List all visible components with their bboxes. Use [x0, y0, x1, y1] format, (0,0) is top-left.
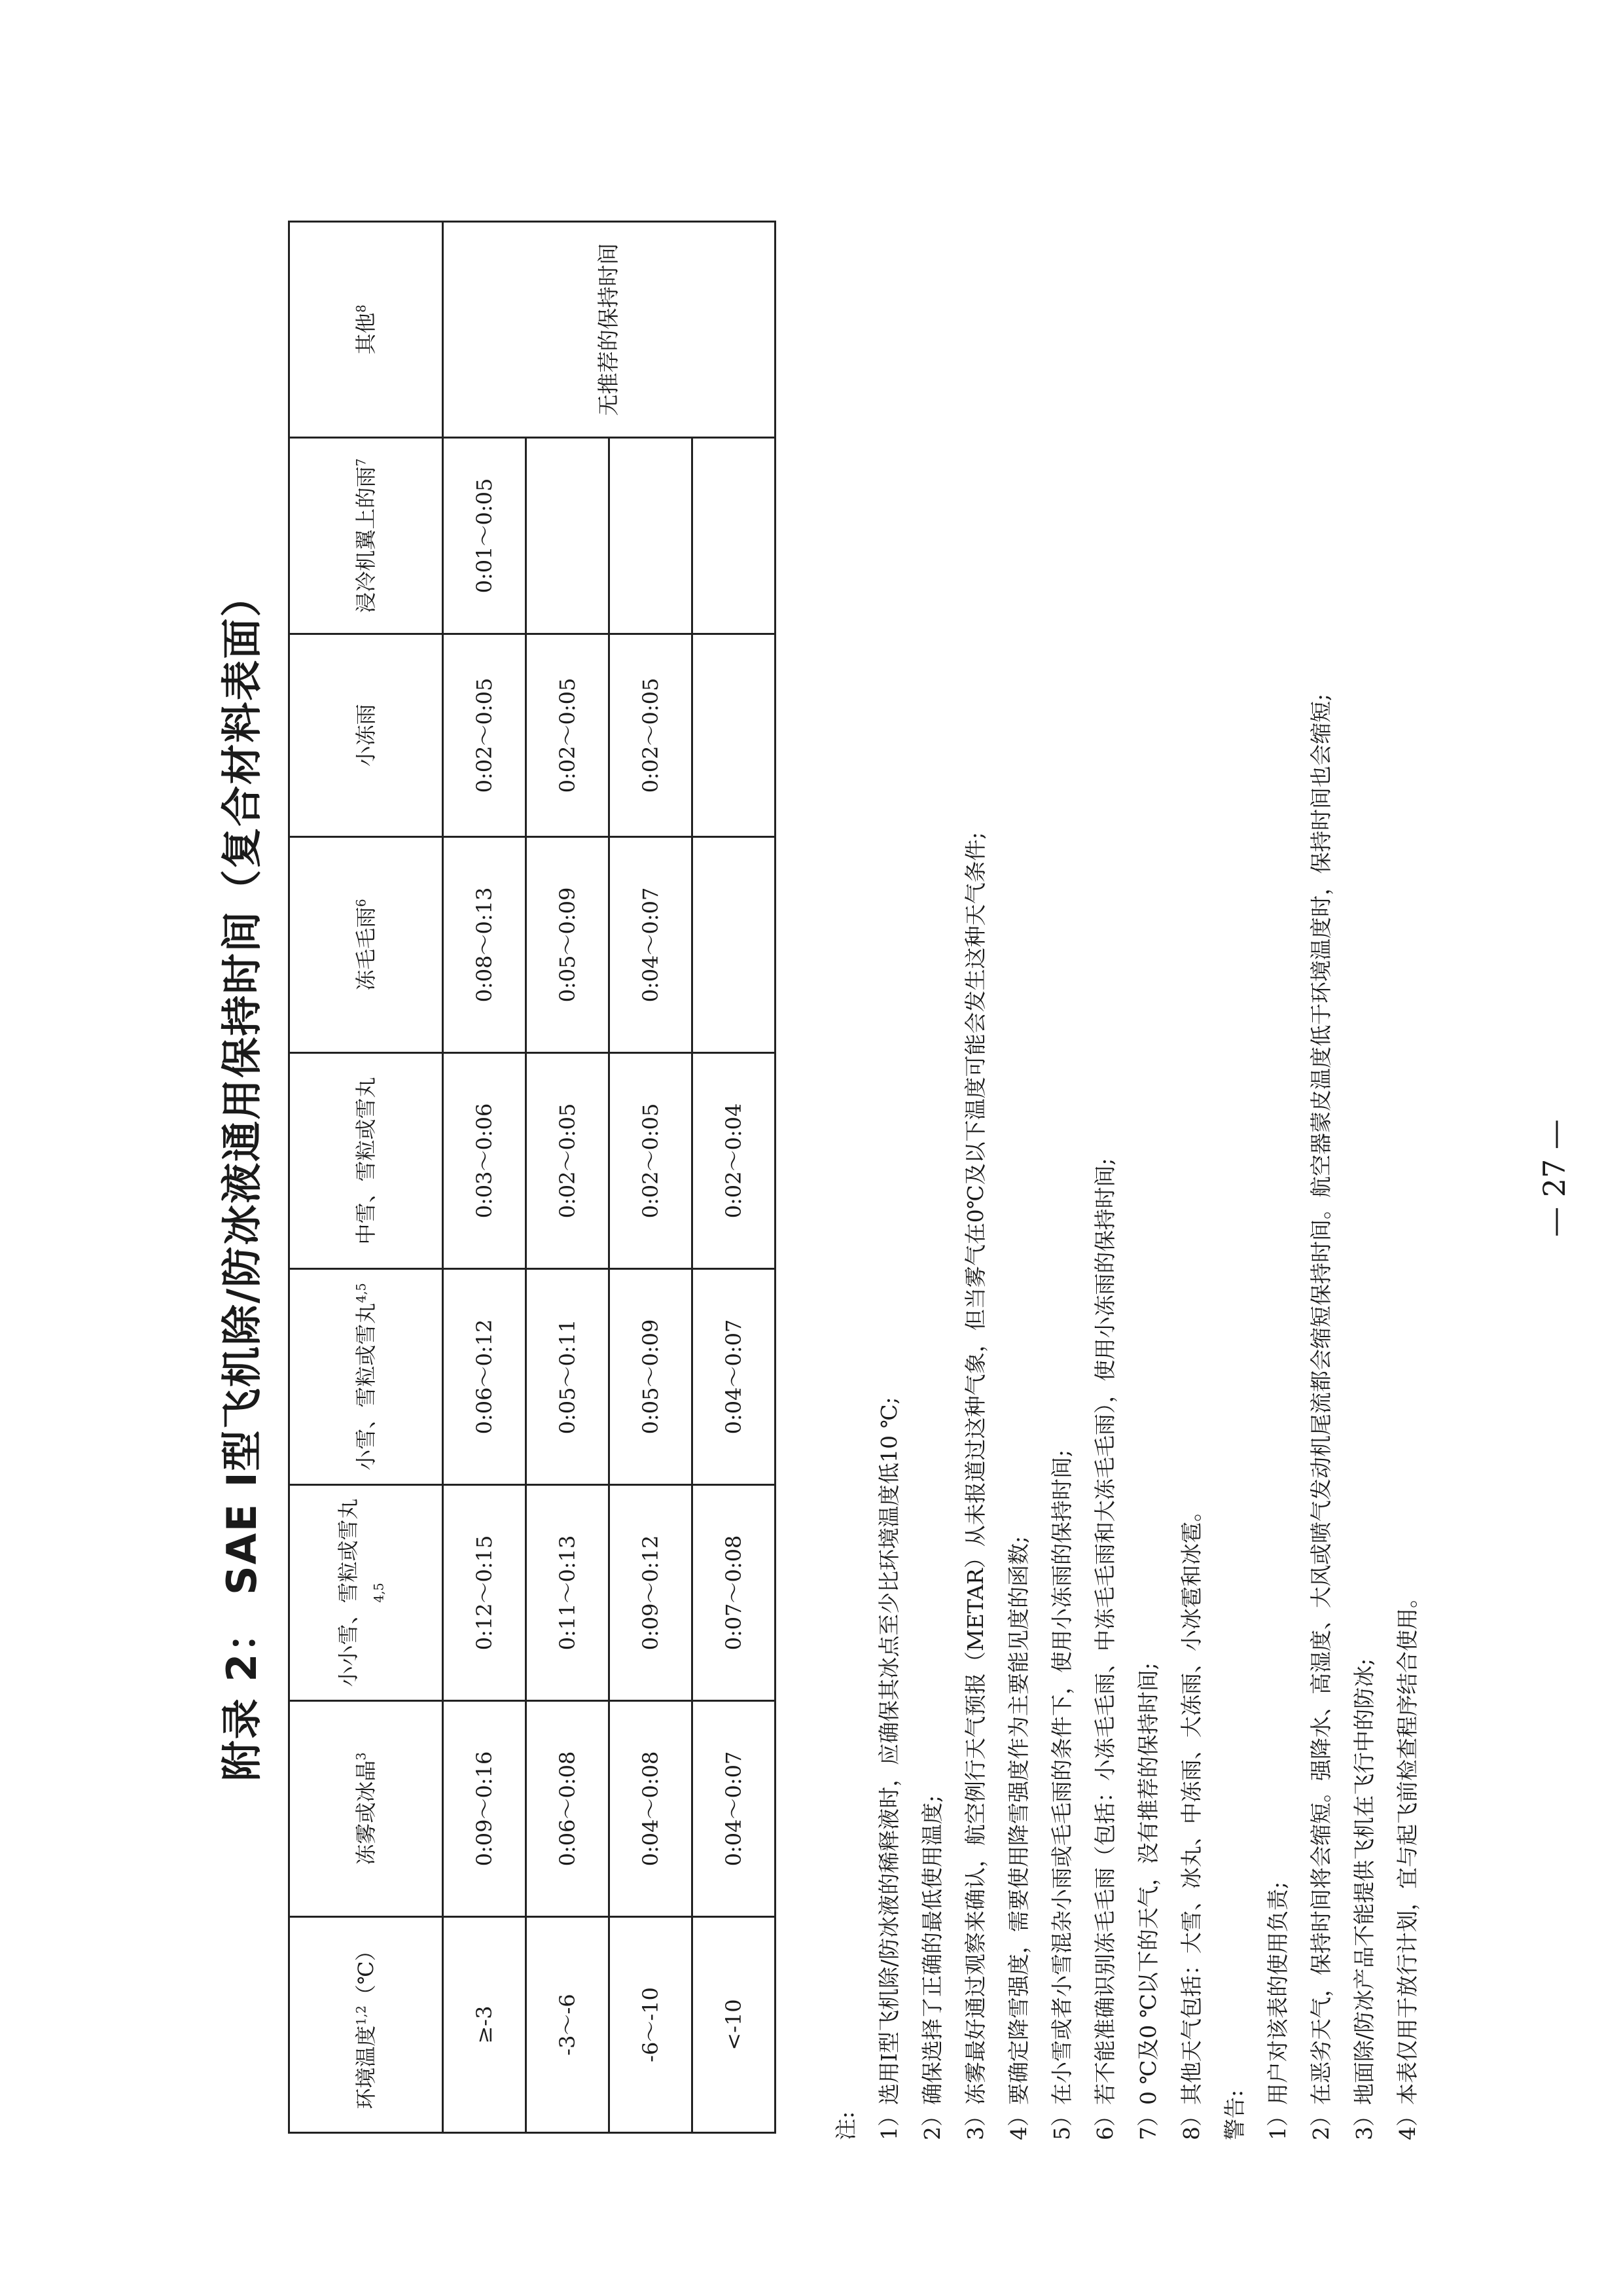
- notes-heading: 注:: [833, 2111, 859, 2140]
- header-label: 环境温度: [353, 2025, 378, 2109]
- cell-light-snow: 0:06～0:12: [443, 1269, 526, 1485]
- cell-temperature: -3～-6: [526, 1917, 609, 2133]
- cell-freezing-fog: 0:04～0:08: [609, 1701, 692, 1917]
- col-header-moderate-snow: [289, 1053, 443, 1269]
- cell-temperature: -6～-10: [609, 1917, 692, 2133]
- col-header-very-light-snow: [289, 1485, 443, 1701]
- warnings-list: [1257, 190, 1429, 2140]
- cell-very-light-snow: 0:09～0:12: [609, 1485, 692, 1701]
- cell-light-snow: 0:04～0:07: [692, 1269, 776, 1485]
- cell-light-snow: 0:05～0:11: [526, 1269, 609, 1485]
- cell-moderate-snow: 0:02～0:04: [692, 1053, 776, 1269]
- table-row: [526, 222, 609, 2133]
- page-title: 附录 2： SAE Ⅰ型飞机除/防冰液通用保持时间（复合材料表面）: [218, 575, 266, 1782]
- cell-light-snow: 0:05～0:09: [609, 1269, 692, 1485]
- no-recommended-holdover-cell: 无推荐的保持时间: [443, 222, 776, 438]
- note-item: 2）确保选择了正确的最低使用温度;: [919, 1795, 945, 2140]
- cell-light-freezing-rain-empty: [692, 634, 776, 837]
- cell-moderate-snow: 0:02～0:05: [609, 1053, 692, 1269]
- note-item: 7）0 ℃及0 ℃以下的天气，没有推荐的保持时间;: [1135, 1662, 1161, 2140]
- note-item: 3）冻雾最好通过观察来确认，航空例行天气预报（METAR）从未报道过这种气象，但当雾气在0℃及以下温度可能会发生这种天气条件;: [963, 832, 988, 2140]
- note-item: 4）要确定降雪强度，需要使用降雪强度作为主要能见度的函数;: [1006, 1535, 1031, 2140]
- page-number: — 27 —: [1537, 1119, 1572, 1237]
- header-footnote: 8: [353, 304, 369, 313]
- header-label: 冻毛毛雨: [353, 906, 378, 991]
- table-row: [609, 222, 692, 2133]
- cell-very-light-snow: 0:11～0:13: [526, 1485, 609, 1701]
- cell-freezing-drizzle: 0:04～0:07: [609, 837, 692, 1053]
- header-row: [289, 222, 443, 2133]
- cell-cold-soaked-rain-empty: [609, 438, 692, 634]
- header-label: 中雪、雪粒或雪丸: [353, 1077, 378, 1245]
- col-header-light-freezing-rain: [289, 634, 443, 837]
- cell-light-freezing-rain: 0:02～0:05: [526, 634, 609, 837]
- note-item: 6）若不能准确识别冻毛毛雨（包括：小冻毛毛雨、中冻毛毛雨和大冻毛毛雨），使用小冻雨的保持时间;: [1092, 1158, 1118, 2140]
- cell-freezing-drizzle: 0:08～0:13: [443, 837, 526, 1053]
- header-footnote: 6: [353, 899, 369, 907]
- header-label: 浸冷机翼上的雨: [353, 466, 378, 613]
- warnings-heading: 警告:: [1222, 2089, 1247, 2140]
- cell-very-light-snow: 0:12～0:15: [443, 1485, 526, 1701]
- header-footnote: 4,5: [353, 1283, 369, 1303]
- note-item: 1）选用I型飞机除/防冰液的稀释液时，应确保其冰点至少比环境温度低10 ℃;: [876, 1397, 902, 2140]
- col-header-temperature: [289, 1917, 443, 2133]
- col-header-freezing-drizzle: [289, 837, 443, 1053]
- header-footnote: 7: [353, 458, 369, 467]
- cell-cold-soaked-rain-empty: [526, 438, 609, 634]
- header-label: 其他: [353, 312, 378, 355]
- notes-section: [825, 190, 1429, 2140]
- cell-freezing-fog: 0:04～0:07: [692, 1701, 776, 1917]
- header-footnote: 1,2: [353, 2005, 369, 2026]
- header-unit: （℃）: [353, 1940, 378, 2006]
- header-label: 冻雾或冰晶: [353, 1760, 378, 1865]
- table-row: [692, 222, 776, 2133]
- header-footnote: 3: [353, 1752, 369, 1761]
- cell-cold-soaked-rain: 0:01～0:05: [443, 438, 526, 634]
- col-header-cold-soaked-rain: [289, 438, 443, 634]
- cell-light-freezing-rain: 0:02～0:05: [443, 634, 526, 837]
- cell-light-freezing-rain: 0:02～0:05: [609, 634, 692, 837]
- cell-freezing-drizzle-empty: [692, 837, 776, 1053]
- cell-freezing-drizzle: 0:05～0:09: [526, 837, 609, 1053]
- cell-temperature: ≥-3: [443, 1917, 526, 2133]
- header-footnote: 4,5: [371, 1583, 387, 1603]
- cell-temperature: <-10: [692, 1917, 776, 2133]
- header-label: 小冻雨: [353, 704, 378, 767]
- warning-item: 4）本表仅用于放行计划，宜与起飞前检查程序结合使用。: [1395, 1587, 1420, 2140]
- col-header-other: [289, 222, 443, 438]
- rotated-page: [170, 118, 1597, 2238]
- notes-list: [868, 190, 1213, 2140]
- warning-item: 2）在恶劣天气，保持时间将会缩短。强降水、高湿度、大风或喷气发动机尾流都会缩短保持时间。航空器蒙皮温度低于环境温度时，保持时间也会缩短;: [1308, 693, 1334, 2140]
- holdover-table-container: [288, 223, 776, 2134]
- holdover-time-table: [288, 221, 776, 2134]
- col-header-freezing-fog: [289, 1701, 443, 1917]
- cell-freezing-fog: 0:09～0:16: [443, 1701, 526, 1917]
- warning-item: 1）用户对该表的使用负责;: [1265, 1881, 1291, 2140]
- cell-cold-soaked-rain-empty: [692, 438, 776, 634]
- cell-freezing-fog: 0:06～0:08: [526, 1701, 609, 1917]
- warning-item: 3）地面除/防冰产品不能提供飞机在飞行中的防冰;: [1351, 1658, 1377, 2140]
- table-row: [443, 222, 526, 2133]
- cell-moderate-snow: 0:02～0:05: [526, 1053, 609, 1269]
- note-item: 8）其他天气包括：大雪、冰丸、中冻雨、大冻雨、小冰雹和冰雹。: [1179, 1500, 1204, 2140]
- cell-moderate-snow: 0:03～0:06: [443, 1053, 526, 1269]
- header-label: 小雪、雪粒或雪丸: [353, 1302, 378, 1471]
- col-header-light-snow: [289, 1269, 443, 1485]
- header-label: 小小雪、雪粒或雪丸: [335, 1498, 361, 1687]
- note-item: 5）在小雪或者小雪混杂小雨或毛毛雨的条件下，使用小冻雨的保持时间;: [1049, 1449, 1075, 2140]
- cell-very-light-snow: 0:07～0:08: [692, 1485, 776, 1701]
